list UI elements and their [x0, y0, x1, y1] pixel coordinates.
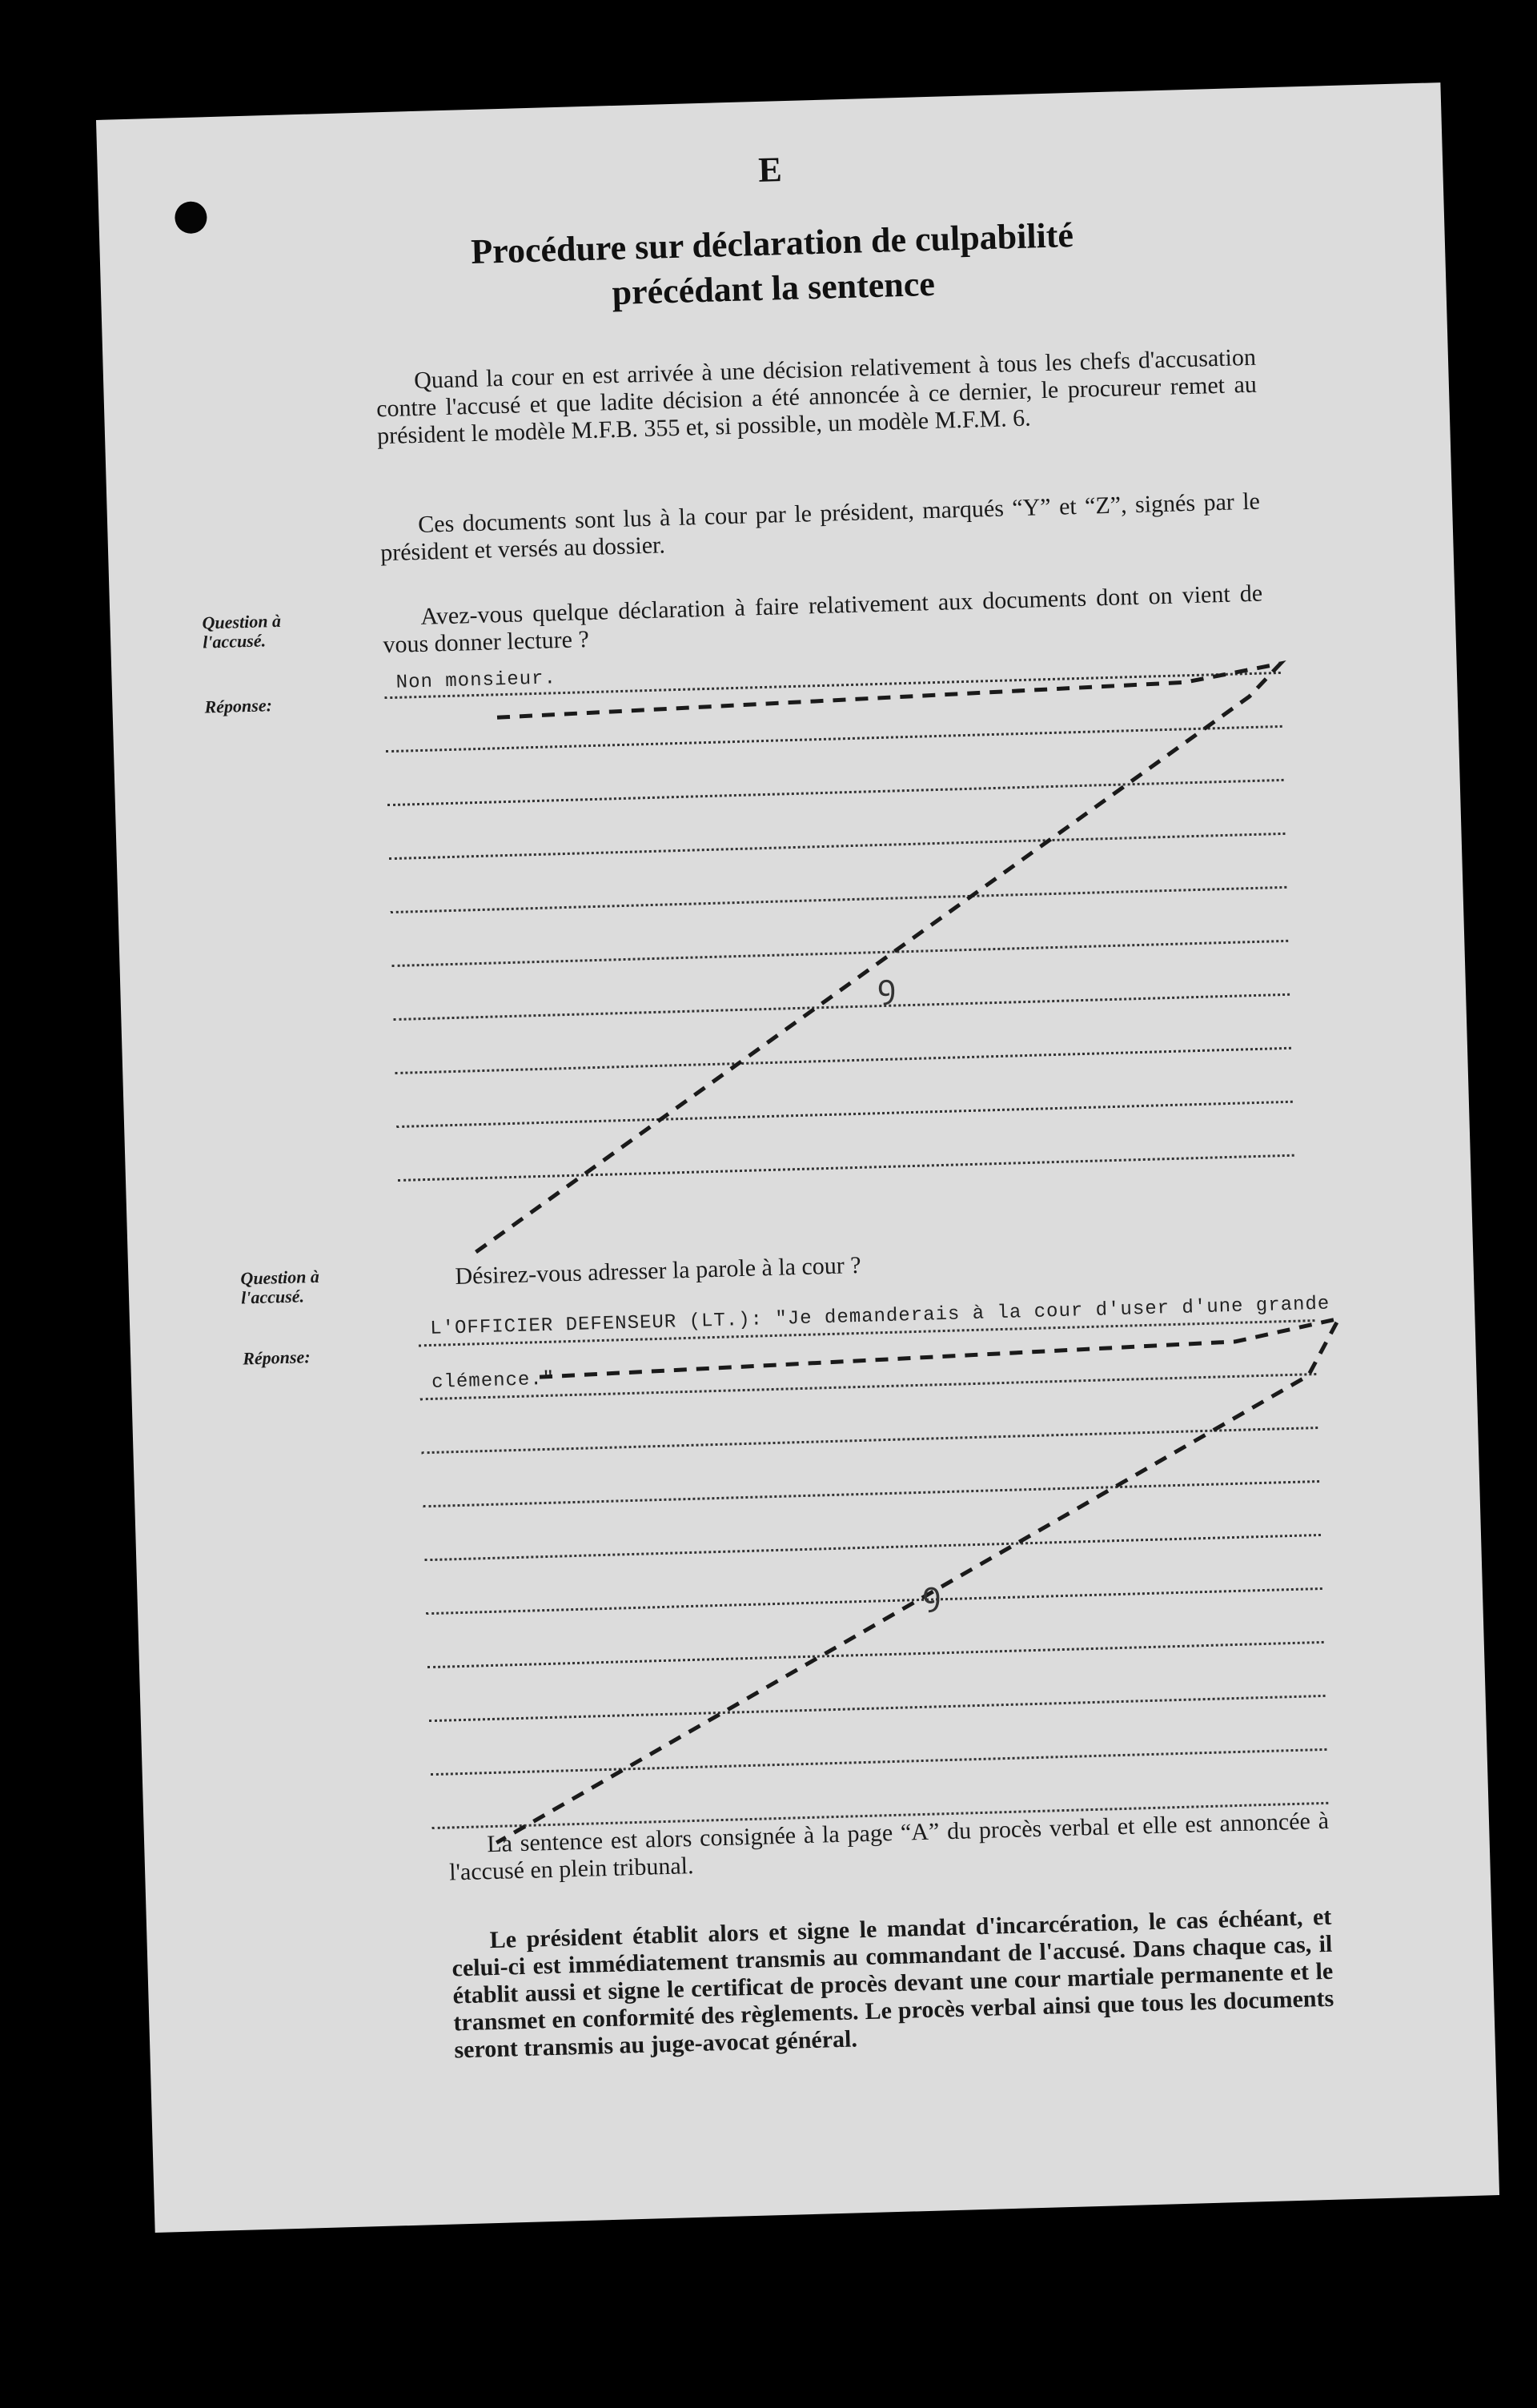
q2-typed-answer-line-2: clémence." — [431, 1368, 556, 1394]
q1-question-label: Question à l'accusé. — [202, 610, 282, 652]
q2-answer-label: Réponse: — [242, 1346, 311, 1369]
closing-paragraph-2: Le président établit alors et signe le mandat d'incarcération, le cas échéant, et celui-ci est immédiatement transmis au commandant de l'accusé. Dans chaque cas, il établit aussi et signe le certificat de procès devant une cour martiale permanente et le transmet en conformité des règlements. Le procès verbal ainsi que tous les documents seront transmis au juge-avocat général. — [451, 1903, 1334, 2064]
strike-through-marks — [96, 82, 1499, 2233]
title-line-2: précédant la sentence — [611, 263, 936, 313]
q2-question-label: Question à l'accusé. — [240, 1266, 320, 1308]
closing-paragraph-1: La sentence est alors consignée à la page “A” du procès verbal et elle est annoncée à l'accusé en plein tribunal. — [448, 1807, 1330, 1886]
initials-mark-1: ꝯ — [876, 968, 897, 1006]
intro-paragraph-2: Ces documents sont lus à la cour par le président, marqués “Y” et “Z”, signés par le président et versés au dossier. — [379, 488, 1261, 567]
initials-mark-2: ꝯ — [921, 1575, 941, 1613]
form-page — [96, 82, 1499, 2233]
intro-paragraph-1: Quand la cour en est arrivée à une décision relativement à tous les chefs d'accusation contre l'accusé et que ladite décision a été annoncée à ce dernier, le procureur remet au président le modèle M.F.B. 355 et, si possible, un modèle M.F.M. 6. — [375, 343, 1258, 450]
q1-answer-label: Réponse: — [204, 695, 273, 717]
title-line-1: Procédure sur déclaration de culpabilité — [470, 215, 1074, 271]
q1-question-text: Avez-vous quelque déclaration à faire relativement aux documents dont on vient de vous donner lecture ? — [382, 580, 1263, 659]
q2-typed-answer-line-1: L'OFFICIER DEFENSEUR (LT.): "Je demanderais à la cour d'user d'une grande — [429, 1293, 1330, 1340]
q2-question-text: Désirez-vous adresser la parole à la cour ? — [455, 1251, 862, 1290]
q1-typed-answer: Non monsieur. — [395, 668, 557, 694]
form-letter: E — [757, 150, 783, 190]
q1-strike-line — [456, 664, 1296, 1254]
q2-strike-line — [483, 1318, 1353, 1843]
